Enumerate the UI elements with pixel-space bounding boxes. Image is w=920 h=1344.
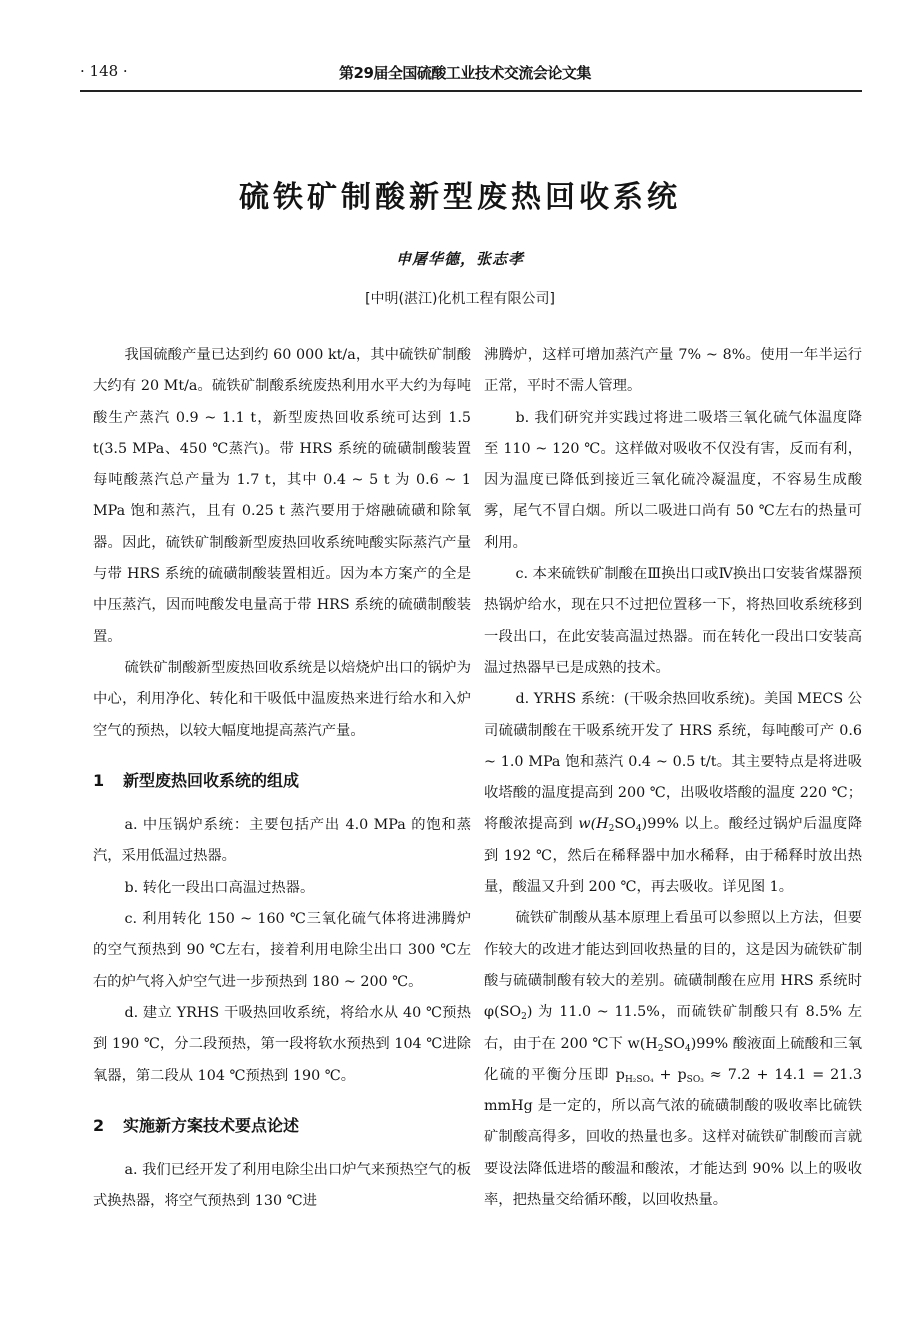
section-2-title: 实施新方案技术要点论述 xyxy=(123,1115,300,1135)
item-d-sub-4: 4 xyxy=(635,824,642,835)
page-number: · 148 · xyxy=(80,62,128,80)
section-1-item-c: c. 利用转化 150 ~ 160 ℃三氧化硫气体将进沸腾炉的空气预热到 90 ℃左右，接着利用电除尘出口 300 ℃左右的炉气将入炉空气进一步预热到 180 ~ 200 ℃。 xyxy=(93,911,471,990)
comparison-text-6: ≈ 7.2 + 14.1 = 21.3 mmHg 是一定的，所以高气浓的硫磺制酸的吸收率比硫铁矿制酸高得多，回收的热量也多。这样对硫铁矿制酸而言就要设法降低进塔的酸温和酸浓，才能达到 90% 以上的吸收率，把热量交给循环酸，以回收热量。 xyxy=(484,1066,863,1209)
article-title: 硫铁矿制酸新型废热回收系统 xyxy=(239,180,681,215)
section-2-item-c: c. 本来硫铁矿制酸在Ⅲ换出口或Ⅳ换出口安装省煤器预热锅炉给水，现在只不过把位置移一下，将热回收系统移到一段出口，在此安装高温过热器。而在转化一段出口安装高温过热器早已是成熟的技术。 xyxy=(484,566,862,676)
item-d-sub-2: 2 xyxy=(608,824,615,835)
section-2-item-d xyxy=(484,684,862,903)
section-1-title: 新型废热回收系统的组成 xyxy=(123,770,300,790)
comparison-text-3: SO xyxy=(663,1035,685,1052)
section-1-item-b: b. 转化一段出口高温过热器。 xyxy=(124,879,315,896)
section-1-item-d: d. 建立 YRHS 干吸热回收系统，将给水从 40 ℃预热到 190 ℃，分二段预热，第一段将软水预热到 104 ℃进除氧器，第二段从 104 ℃预热到 190 ℃。 xyxy=(93,1004,471,1084)
section-1-item-a: a. 中压锅炉系统：主要包括产出 4.0 MPa 的饱和蒸汽，采用低温过热器。 xyxy=(93,817,471,865)
comparison-sub-h2: 2 xyxy=(657,1043,664,1054)
comparison-sub-so2: 2 xyxy=(521,1012,527,1023)
section-2-item-a-start: a. 我们已经开发了利用电除尘出口炉气来预热空气的板式换热器，将空气预热到 130 ℃进 xyxy=(93,1162,471,1210)
journal-title: 第29届全国硫酸工业技术交流会论文集 xyxy=(339,64,591,82)
intro-paragraph-1: 我国硫酸产量已达到约 60 000 kt/a，其中硫铁矿制酸大约有 20 Mt/a。硫铁矿制酸系统废热利用水平大约为每吨酸生产蒸汽 0.9 ~ 1.1 t，新型废热回收系统可达到 1.5 t(3.5 MPa、450 ℃蒸汽)。带 HRS 系统的硫磺制酸装置每吨酸蒸汽总产量为 1.7 t，其中 0.4 ~ 5 t 为 0.6 ~ 1 MPa 饱和蒸汽，且有 0.25 t 蒸汽要用于熔融硫磺和除氧器。因此，硫铁矿制酸新型废热回收系统吨酸实际蒸汽产量与带 HRS 系统的硫磺制酸装置相近。因为本方案产的全是中压蒸汽，因而吨酸发电量高于带 HRS 系统的硫磺制酸装置。 xyxy=(93,347,471,645)
comparison-text-4: )99% 酸液面上硫酸和三氧化硫的平衡分压即 p xyxy=(484,1035,862,1083)
comparison-paragraph xyxy=(484,903,862,1216)
item-d-text-1: d. YRHS 系统：(干吸余热回收系统)。美国 MECS 公司硫磺制酸在干吸系统开发了 HRS 系统，每吨酸可产 0.6 ~ 1.0 MPa 饱和蒸汽 0.4 ~ 0.5 t/t。其主要特点是将进吸收塔酸的温度提高到 200 ℃，出吸收塔酸的温度 220 ℃；将酸浓提高到 xyxy=(484,691,862,833)
intro-paragraph-2: 硫铁矿制酸新型废热回收系统是以焙烧炉出口的锅炉为中心，利用净化、转化和干吸低中温废热来进行给水和入炉空气的预热，以较大幅度地提高蒸汽产量。 xyxy=(93,659,471,739)
section-1-heading xyxy=(93,765,471,796)
comparison-text-5: + p xyxy=(653,1066,687,1083)
header-rule xyxy=(80,90,862,92)
comparison-sub-pso3: SO₃ xyxy=(686,1074,704,1085)
article-affiliation: [中明(湛江)化机工程有限公司] xyxy=(365,291,555,307)
item-d-text-2: )99% 以上。酸经过锅炉后温度降到 192 ℃，然后在稀释器中加水稀释，由于稀释时放出热量，酸温又升到 200 ℃，再去吸收。详见图 1。 xyxy=(484,816,862,896)
comparison-sub-ph2so4: H₂SO₄ xyxy=(624,1074,654,1085)
item-d-so: SO xyxy=(614,816,636,833)
section-1-number: 1 xyxy=(93,770,105,790)
comparison-text-1: 硫铁矿制酸从基本原理上看虽可以参照以上方法，但要作较大的改进才能达到回收热量的目的，这是因为硫铁矿制酸与硫磺制酸有较大的差别。硫磺制酸在应用 HRS 系统时 φ(SO xyxy=(484,910,862,1021)
section-2-item-a-continued: 沸腾炉，这样可增加蒸汽产量 7% ~ 8%。使用一年半运行正常，平时不需人管理。 xyxy=(484,347,862,395)
section-2-item-b: b. 我们研究并实践过将进二吸塔三氧化硫气体温度降至 110 ~ 120 ℃。这样做对吸收不仅没有害，反而有利，因为温度已降低到接近三氧化硫冷凝温度，不容易生成酸雾，尾气不冒白烟。所以二吸进口尚有 50 ℃左右的热量可利用。 xyxy=(484,409,862,551)
right-column xyxy=(484,340,862,1216)
item-d-w: w(H xyxy=(578,816,609,833)
section-2-heading xyxy=(93,1110,471,1141)
comparison-sub-o4: 4 xyxy=(685,1043,691,1054)
left-column xyxy=(93,340,471,1218)
article-authors: 申屠华德，张志孝 xyxy=(395,250,524,268)
section-2-number: 2 xyxy=(93,1115,105,1135)
comparison-text-2: ) 为 11.0 ~ 11.5%，而硫铁矿制酸只有 8.5% 左右，由于在 200 ℃下 w(H xyxy=(484,1004,862,1052)
running-header xyxy=(80,58,850,86)
